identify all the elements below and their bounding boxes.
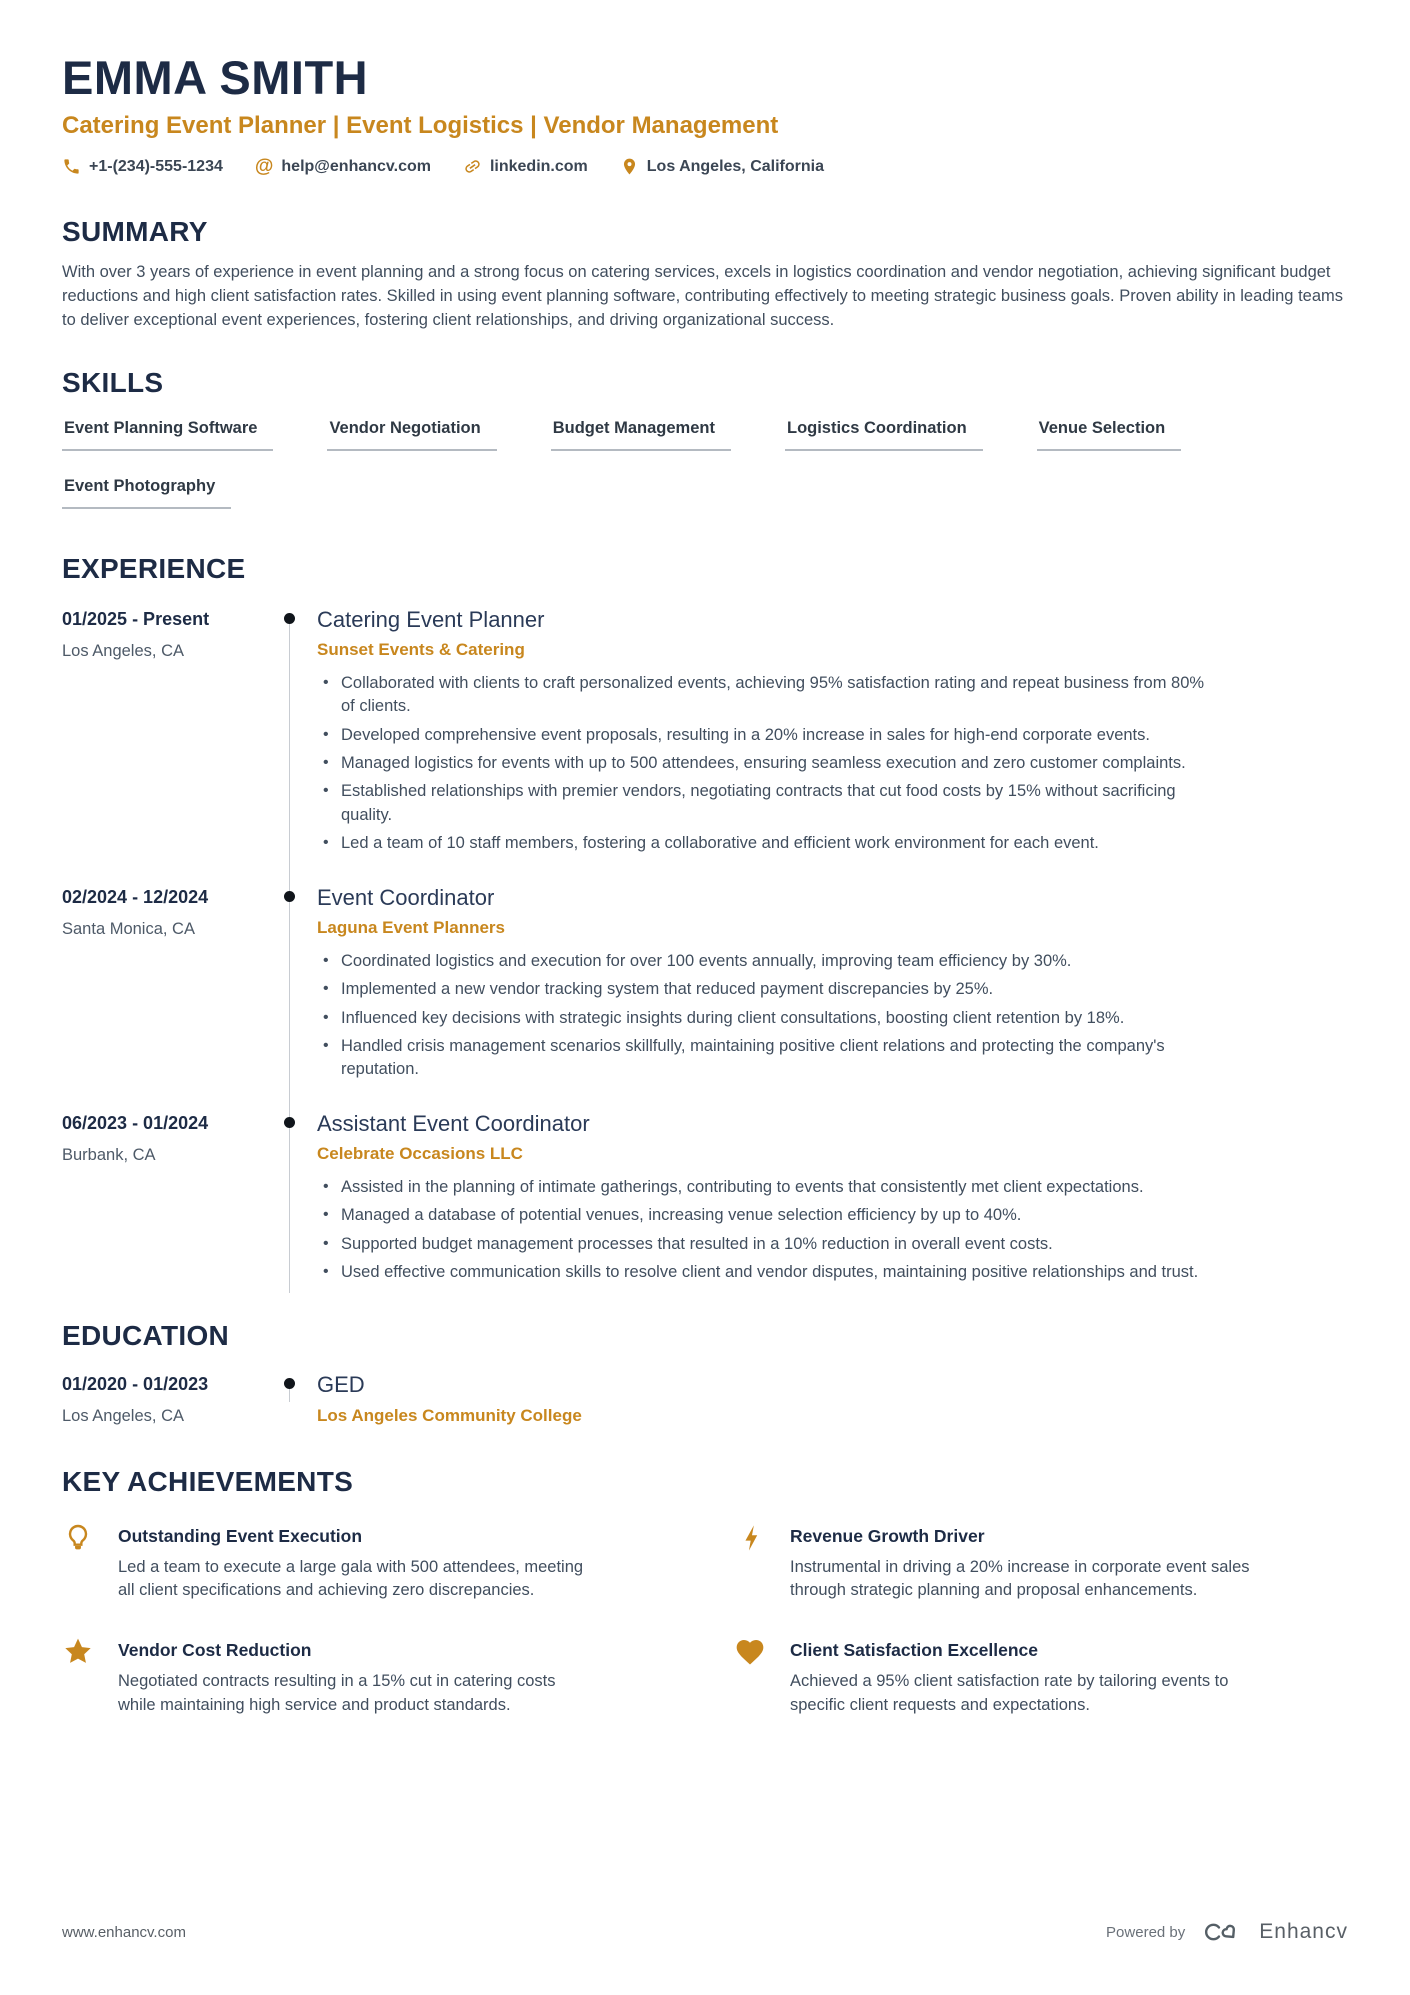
timeline-column xyxy=(262,885,317,1087)
skill-item: Venue Selection xyxy=(1037,419,1182,451)
enhancv-logo-icon xyxy=(1199,1919,1251,1945)
education-entry xyxy=(62,1372,1348,1426)
school-name: Los Angeles Community College xyxy=(317,1405,582,1425)
achievement-item xyxy=(734,1634,1348,1717)
resume-header xyxy=(62,50,1348,176)
bullet-item: • Supported budget management processes that resulted in a 10% reduction in overall event costs. xyxy=(317,1233,1207,1256)
experience-section xyxy=(62,553,1348,1290)
entry-dates: 01/2020 - 01/2023 xyxy=(62,1373,209,1394)
achievement-item xyxy=(62,1634,676,1717)
achievements-grid xyxy=(62,1520,1348,1718)
location-pin-icon xyxy=(620,157,639,176)
entry-dates: 01/2025 - Present xyxy=(62,608,210,629)
achievement-title: Client Satisfaction Excellence xyxy=(790,1640,1039,1661)
entry-location: Los Angeles, CA xyxy=(62,641,184,660)
achievement-title: Outstanding Event Execution xyxy=(118,1525,363,1546)
entry-body xyxy=(317,885,1348,1087)
location-text: Los Angeles, California xyxy=(646,157,824,175)
degree-title: GED xyxy=(317,1371,365,1397)
company-name: Celebrate Occasions LLC xyxy=(317,1143,523,1163)
bullet-item: • Established relationships with premier vendors, negotiating contracts that cut food costs by 15% without sacrificing quality. xyxy=(317,780,1207,827)
link-text: linkedin.com xyxy=(489,157,588,175)
skill-item: Event Planning Software xyxy=(62,419,273,451)
achievements-section xyxy=(62,1466,1348,1718)
bullet-list xyxy=(317,672,1207,856)
bullet-item: • Led a team of 10 staff members, fostering a collaborative and efficient work environment for each event. xyxy=(317,832,1207,855)
skills-section xyxy=(62,367,1348,509)
bullet-item: • Managed a database of potential venues, increasing venue selection efficiency by up to 40%. xyxy=(317,1204,1207,1227)
contact-row xyxy=(62,157,1348,176)
bullet-item: • Developed comprehensive event proposals, resulting in a 20% increase in sales for high-end corporate events. xyxy=(317,724,1207,747)
timeline-dot xyxy=(284,891,295,902)
achievement-title: Revenue Growth Driver xyxy=(790,1525,985,1546)
experience-entries xyxy=(62,607,1348,1290)
star-icon xyxy=(62,1636,94,1668)
entry-meta xyxy=(62,607,262,861)
contact-phone[interactable] xyxy=(62,157,223,176)
entry-location: Santa Monica, CA xyxy=(62,919,195,938)
skill-item: Event Photography xyxy=(62,477,231,509)
entry-body xyxy=(317,1372,1348,1426)
achievement-text: Negotiated contracts resulting in a 15% cut in catering costs while maintaining high service and product standards. xyxy=(118,1672,556,1714)
experience-entry xyxy=(62,885,1348,1087)
entry-dates: 06/2023 - 01/2024 xyxy=(62,1112,209,1133)
summary-section xyxy=(62,216,1348,333)
skill-item: Vendor Negotiation xyxy=(327,419,496,451)
entry-body xyxy=(317,607,1348,861)
contact-location xyxy=(620,157,824,176)
contact-link[interactable] xyxy=(463,157,588,176)
email-address: help@enhancv.com xyxy=(281,157,431,175)
company-name: Sunset Events & Catering xyxy=(317,639,525,659)
heart-icon xyxy=(734,1636,766,1668)
bullet-item: • Used effective communication skills to resolve client and vendor disputes, maintaining positive relationships and trust. xyxy=(317,1261,1207,1284)
bullet-item: • Coordinated logistics and execution for over 100 events annually, improving team efficiency by 30%. xyxy=(317,950,1207,973)
lightbulb-icon xyxy=(62,1522,94,1554)
entry-location: Los Angeles, CA xyxy=(62,1406,184,1425)
entry-dates: 02/2024 - 12/2024 xyxy=(62,886,209,907)
phone-icon xyxy=(62,157,81,176)
job-title: Assistant Event Coordinator xyxy=(317,1110,590,1136)
achievement-text: Achieved a 95% client satisfaction rate by tailoring events to specific client requests and expectations. xyxy=(790,1672,1229,1714)
company-name: Laguna Event Planners xyxy=(317,917,505,937)
skills-heading: SKILLS xyxy=(62,366,164,398)
headline: Catering Event Planner | Event Logistics | Vendor Management xyxy=(62,112,779,139)
education-heading: EDUCATION xyxy=(62,1319,230,1351)
entry-meta xyxy=(62,1111,262,1290)
skill-item: Logistics Coordination xyxy=(785,419,983,451)
bullet-item: • Handled crisis management scenarios skillfully, maintaining positive client relations and protecting the company's reputation. xyxy=(317,1035,1207,1082)
experience-entry xyxy=(62,607,1348,861)
job-title: Event Coordinator xyxy=(317,884,495,910)
entry-meta xyxy=(62,885,262,1087)
achievement-item xyxy=(734,1520,1348,1603)
achievement-body xyxy=(790,1520,1348,1603)
education-section xyxy=(62,1320,1348,1426)
bullet-item: • Managed logistics for events with up to 500 attendees, ensuring seamless execution and zero customer complaints. xyxy=(317,752,1207,775)
bullet-list xyxy=(317,950,1207,1082)
entry-meta xyxy=(62,1372,262,1426)
link-icon xyxy=(463,157,482,176)
powered-by-label: Powered by xyxy=(1106,1923,1186,1941)
achievement-text: Instrumental in driving a 20% increase in corporate event sales through strategic planning and proposal enhancements. xyxy=(790,1557,1250,1599)
person-name: EMMA SMITH xyxy=(62,51,369,104)
achievement-item xyxy=(62,1520,676,1603)
experience-entry xyxy=(62,1111,1348,1290)
phone-number: +1-(234)-555-1234 xyxy=(89,157,223,175)
page-footer xyxy=(62,1919,1348,1945)
bullet-item: • Collaborated with clients to craft personalized events, achieving 95% satisfaction rating and repeat business from 80% of clients. xyxy=(317,672,1207,719)
skills-list xyxy=(62,419,1348,509)
achievement-body xyxy=(118,1634,676,1717)
bullet-item: • Assisted in the planning of intimate gatherings, contributing to events that consistently met client expectations. xyxy=(317,1176,1207,1199)
achievement-text: Led a team to execute a large gala with 500 attendees, meeting all client specifications and achieving zero discrepancies. xyxy=(118,1557,584,1599)
lightning-icon xyxy=(734,1522,766,1554)
enhancv-logo[interactable] xyxy=(1199,1919,1348,1945)
timeline-dot xyxy=(284,1378,295,1389)
achievement-title: Vendor Cost Reduction xyxy=(118,1640,312,1661)
footer-website-link[interactable]: www.enhancv.com xyxy=(62,1923,186,1941)
timeline-dot xyxy=(284,613,295,624)
footer-brand xyxy=(1106,1919,1348,1945)
achievement-body xyxy=(118,1520,676,1603)
timeline-column xyxy=(262,1372,317,1426)
experience-heading: EXPERIENCE xyxy=(62,552,246,584)
achievement-body xyxy=(790,1634,1348,1717)
skill-item: Budget Management xyxy=(551,419,731,451)
bullet-item: • Implemented a new vendor tracking system that reduced payment discrepancies by 25%. xyxy=(317,978,1207,1001)
achievements-heading: KEY ACHIEVEMENTS xyxy=(62,1465,354,1497)
summary-heading: SUMMARY xyxy=(62,216,208,247)
timeline-dot xyxy=(284,1117,295,1128)
bullet-list xyxy=(317,1176,1207,1285)
entry-body xyxy=(317,1111,1348,1290)
brand-name: Enhancv xyxy=(1259,1920,1348,1943)
contact-email[interactable] xyxy=(255,157,431,176)
summary-text: With over 3 years of experience in event planning and a strong focus on catering services, excels in logistics coordination and vendor negotiation, achieving significant budget reductions and high client satisfaction rates. Skilled in using event planning software, contributing effectively to meeting strategic business goals. Proven ability in leading teams to deliver exceptional event experiences, fostering client relationships, and driving organizational success. xyxy=(62,263,1343,329)
at-sign-icon: @ xyxy=(254,156,274,177)
bullet-item: • Influenced key decisions with strategic insights during client consultations, boosting client retention by 18%. xyxy=(317,1007,1207,1030)
timeline-column xyxy=(262,1111,317,1290)
job-title: Catering Event Planner xyxy=(317,606,545,632)
entry-location: Burbank, CA xyxy=(62,1145,156,1164)
timeline-column xyxy=(262,607,317,861)
